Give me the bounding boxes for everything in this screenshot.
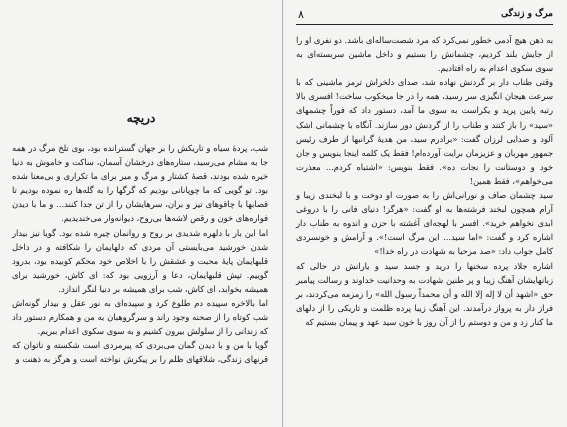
left-page [0,0,283,427]
page-header [296,8,553,25]
paragraph: وقتی طناب دار بر گردنش نهاده شد، صدای دلخراش ترمز ماشینی که با سرعت هیجان انگیزی سر رسید، همه را در جا میخکوب ساخت! افسری بالا رتبه پایین پرید و یکراست به سوی ما آمد، دستور داد که فوراً چشمهای «سید» را باز کنند و طناب را از گردنش دور سازند. آنگاه با چشمانی اشک آلود و صدایی لرزان گفت: «برادرم سید، من هدیهٔ گرانبها از طرف رئیس جمهور مهربان و عزیزمان برایت آورده‌ام! فقط یک کلمه اینجا بنویس و جان خود و دوستانت را نجات ده». فقط بنویس: «اشتباه کردم... معذرت می‌خواهم»، فقط همین! [296,77,553,186]
section-title: دریچه [126,111,156,125]
paragraph: به ذهن هیچ آدمی خطور نمی‌کرد که مرد شصت‌ساله‌ای باشد. دو نفری او را از جایش بلند کردیم، چشمانش را بستیم و داخل ماشین سربسته‌ای به سوی سکوی اعدام به راه افتادیم. [296,35,553,74]
running-title: مرگ و زندگی [501,9,553,19]
left-page-text [12,141,268,367]
paragraph: گویا با من و با دیدن گمان می‌بردی که پیرمردی است شکسته و ناتوان که قرنهای زندگی، شلاقهای ظلم را بر پیکرش نواخته است و هرگز به ذهنت و [12,340,268,365]
paragraph: اما این بار با دلهره شدیدی بر روح و روانمان چیره شده بود. گویا نیز بیدار شدن خورشید می‌بایستی آن مردی که دلهایمان را شکافته و در داخل قلبهایمان پایهٔ محبت و عشقش را با اخلاص خود محکم کوبیده بود، بدرود گوییم. تپش قلبهایمان، دعا و آرزویی بود که: ای کاش، خورشید برای همیشه بخوابد، ای کاش، شب برای همیشه بر دنیا لنگر اندازد. [12,227,268,294]
paragraph: اما بالاخره سپیده دم طلوع کرد و سپیده‌ای به نور عقل و بیدار گونه‌اش شب کوتاه را از صحنه وجود راند و سرگروهبان به من و همکارم دستور داد که زندانی را از سلولش بیرون کشیم و به سوی سکوی اعدام ببریم. [12,298,268,337]
paragraph: شب، پردهٔ سیاه و تاریکش را بر جهان گسترانده بود، بوی تلخ مرگ در همه جا به مشام می‌رسید، ستاره‌های درخشان آسمان، ساکت و خاموش به دنیا خیره شده بودند، قصهٔ کشتار و مرگ و میر برای ما تکراری و بی‌معنا شده بود. تو گویی که ما چوپانانی بودیم که گرگها را به گله‌ها ره نموده بودیم تا قصابها با چاقوهای تیز و بران، سرهایشان را از تن جدا کنند... و ما با دیدن فواره‌های خون و رقص لاشه‌ها بی‌روح، دیوانه‌وار می‌خندیدیم. [12,143,268,224]
page-number: ۸ [298,8,304,21]
paragraph: اشاره جلاد پرده سخنها را درید و جسد سید و یارانش در حالی که زبانهایشان آهنگ زیبا و پر طنین شهادت به وحدانیت خداوند و رسالت پیامبر حق «اشهد أن لا إله إلا الله و أن محمداً رسول الله» را زمزمه می‌کردند، بر فراز دار به پرواز درآمدند. این آهنگ زیبا پرده ظلمت و تاریکی را از دلهای ما کنار زد و من و دوستم را از آن روز با خون سید عهد و پیمان بستیم که [296,260,553,327]
right-page [284,0,567,427]
paragraph: سید چشمان صاف و نورانی‌اش را به صورت او دوخت و با لبخندی زیبا و آرام همچون لبخند فرشته‌ها به او گفت: «هرگز! دنیای فانی را با دروغی ابدی نخواهم خرید». افسر با لهجه‌ای آغشته با حزن و اندوه به طناب دار اشاره کرد و گفت: «اما سید... این مرگ است!». و آرامش و خونسردی کامل جواب داد: «صد مرحبا به شهادت در راه خدا!» [296,190,553,257]
right-page-text [296,33,553,329]
